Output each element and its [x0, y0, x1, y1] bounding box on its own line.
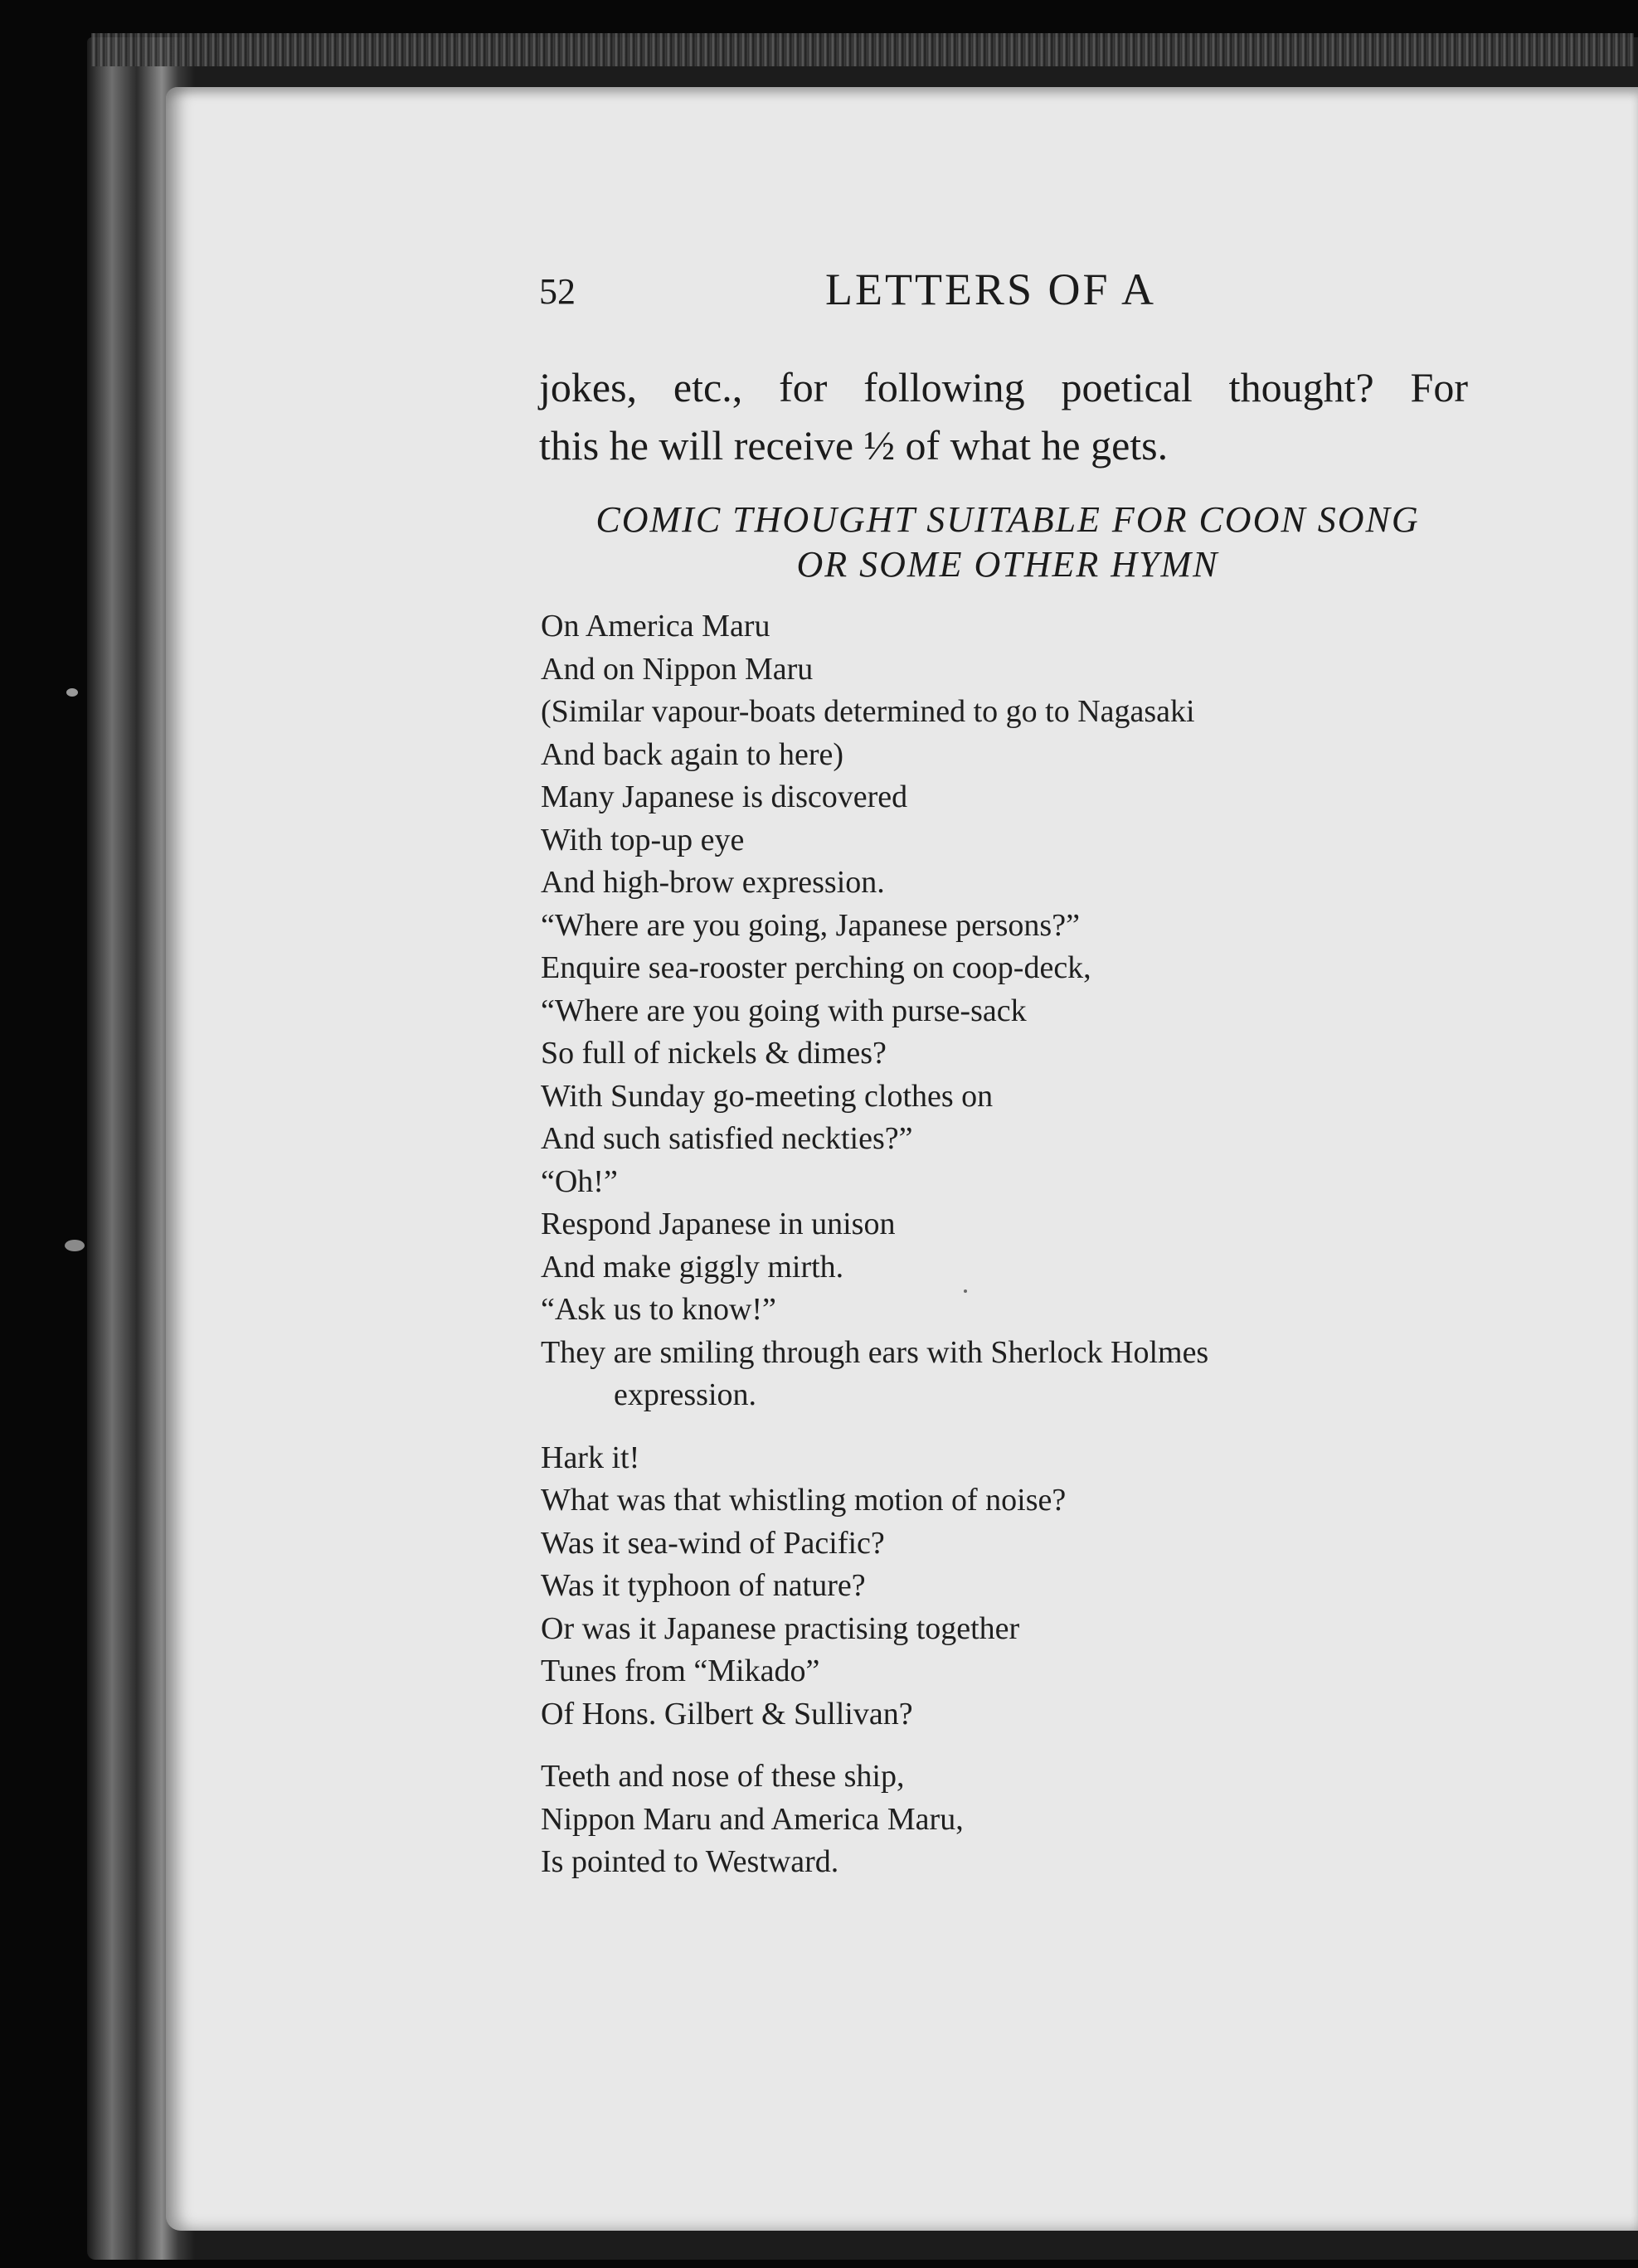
verse-line: Teeth and nose of these ship,: [541, 1759, 905, 1794]
poem: [541, 605, 1495, 1904]
verse-line: Respond Japanese in unison: [541, 1207, 896, 1241]
verse-line: Is pointed to Westward.: [541, 1844, 839, 1879]
running-head: [539, 264, 1451, 322]
verse-line: “Ask us to know!”: [541, 1292, 776, 1327]
verse-line: And make giggly mirth.: [541, 1249, 844, 1285]
verse-line: Enquire sea-rooster perching on coop-deck,: [541, 950, 1091, 985]
verse-line: And back again to here): [541, 736, 844, 772]
verse-line: Of Hons. Gilbert & Sullivan?: [541, 1696, 913, 1731]
verse-line: They are smiling through ears with Sherlock Holmes: [541, 1334, 1209, 1370]
verse-line: And on Nippon Maru: [541, 651, 814, 687]
verse-line: And high-brow expression.: [541, 865, 885, 900]
margin-speck: [66, 688, 78, 697]
verse-line: “Where are you going, Japanese persons?”: [541, 907, 1080, 943]
margin-speck: [65, 1240, 85, 1251]
poem-stanza: [541, 1437, 1495, 1736]
verse-line: So full of nickels & dimes?: [541, 1036, 887, 1071]
verse-line: On America Maru: [541, 609, 770, 643]
verse-line: With Sunday go-meeting clothes on: [541, 1078, 994, 1114]
verse-line: (Similar vapour-boats determined to go to Nagasaki: [541, 694, 1195, 729]
poem-heading: [547, 498, 1468, 587]
running-title: LETTERS OF A: [825, 265, 1157, 314]
prose-line: jokes, etc., for following poetical thought? For: [539, 364, 1468, 410]
poem-heading-line: COMIC THOUGHT SUITABLE FOR COON SONG: [595, 499, 1420, 540]
verse-line: “Oh!”: [541, 1163, 618, 1199]
verse-line: And such satisfied neckties?”: [541, 1121, 913, 1156]
verse-line: Tunes from “Mikado”: [541, 1654, 820, 1688]
verse-line: Many Japanese is discovered: [541, 779, 908, 814]
verse-line: Was it sea-wind of Pacific?: [541, 1525, 885, 1561]
verse-turnover-line: expression.: [614, 1377, 757, 1412]
verse-line: With top-up eye: [541, 822, 745, 857]
verse-line: Or was it Japanese practising together: [541, 1610, 1020, 1646]
prose-line: this he will receive ½ of what he gets.: [539, 422, 1169, 469]
poem-heading-line: OR SOME OTHER HYMN: [796, 544, 1219, 585]
verse-line: Hark it!: [541, 1440, 640, 1475]
poem-stanza: [541, 1756, 1495, 1884]
verse-line: Nippon Maru and America Maru,: [541, 1801, 964, 1837]
poem-stanza: [541, 605, 1495, 1417]
prose-paragraph: [539, 358, 1476, 474]
verse-line: What was that whistling motion of noise?: [541, 1483, 1067, 1518]
verse-line: “Where are you going with purse-sack: [541, 993, 1027, 1028]
page-number: 52: [539, 271, 576, 312]
book-top-edge: [91, 33, 1634, 66]
verse-line: Was it typhoon of nature?: [541, 1568, 866, 1603]
